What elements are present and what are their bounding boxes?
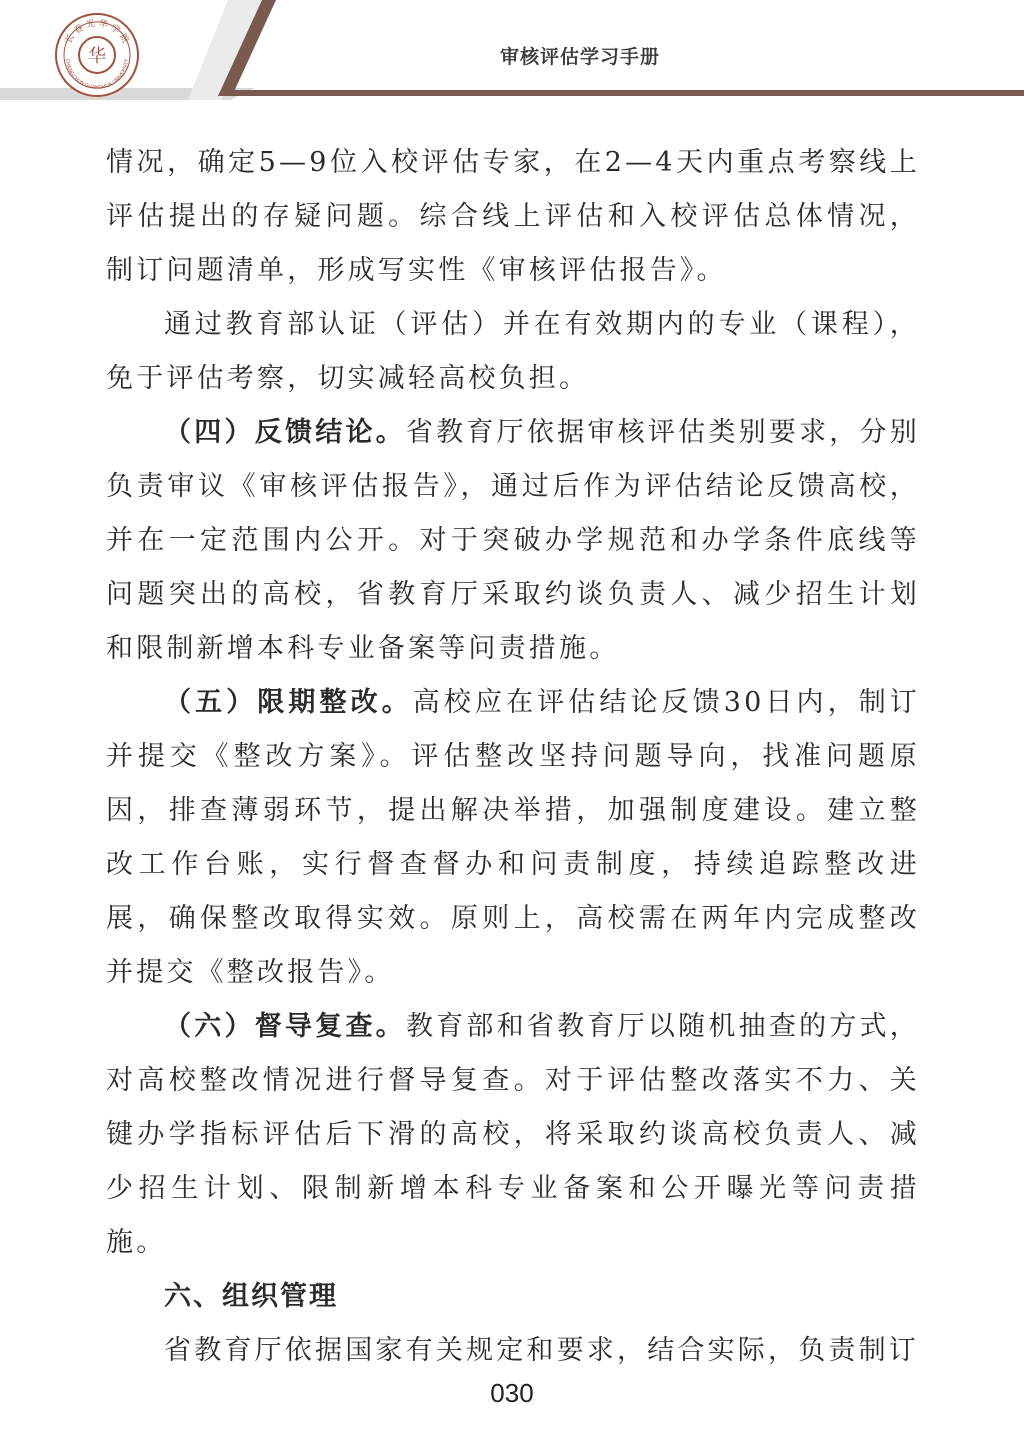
paragraph-rectification xyxy=(106,676,920,1000)
page-header xyxy=(0,0,1024,100)
text-rectification: 高校应在评估结论反馈30日内，制订并提交《整改方案》。评估整改坚持问题导向，找准问题原因，排查薄弱环节，提出解决举措，加强制度建设。建立整改工作台账，实行督查督办和问责制度，持续追踪整改进展，确保整改取得实效。原则上，高校需在两年内完成整改并提交《整改报告》。 xyxy=(106,687,920,988)
text-feedback: 省教育厅依据审核评估类别要求，分别负责审议《审核评估报告》，通过后作为评估结论反馈高校，并在一定范围内公开。对于突破办学规范和办学条件底线等问题突出的高校，省教育厅采取约谈负责人、减少招生计划和限制新增本科专业备案等问责措施。 xyxy=(106,417,920,664)
section-heading-organization: 六、组织管理 xyxy=(164,1281,338,1312)
paragraph-organization: 省教育厅依据国家有关规定和要求，结合实际，负责制订 xyxy=(164,1335,919,1366)
paragraph-feedback xyxy=(106,406,920,676)
heading-feedback: （四）反馈结论。 xyxy=(164,417,406,448)
svg-text:CHANGCHUN GUANGHUA UNIVERSITY: CHANGCHUN GUANGHUA UNIVERSITY xyxy=(63,58,131,92)
paragraph-supervision xyxy=(106,1000,920,1270)
paragraph-exemption: 通过教育部认证（评估）并在有效期内的专业（课程），免于评估考察，切实减轻高校负担。 xyxy=(106,309,920,394)
text-supervision: 教育部和省教育厅以随机抽查的方式，对高校整改情况进行督导复查。对于评估整改落实不力、关键办学指标评估后下滑的高校，将采取约谈高校负责人、减少招生计划、限制新增本科专业备案和公开曝光等问责措施。 xyxy=(106,1011,920,1258)
handbook-title: 审核评估学习手册 xyxy=(500,46,661,68)
paragraph-continued: 情况，确定5—9位入校评估专家，在2—4天内重点考察线上评估提出的存疑问题。综合线上评估和入校评估总体情况，制订问题清单，形成写实性《审核评估报告》。 xyxy=(106,147,920,286)
university-seal-logo xyxy=(54,12,140,98)
svg-text:长 春 光 华 学 院: 长 春 光 华 学 院 xyxy=(63,18,131,46)
heading-rectification: （五）限期整改。 xyxy=(164,687,413,718)
page-body xyxy=(106,136,920,1378)
heading-supervision: （六）督导复查。 xyxy=(164,1011,406,1042)
svg-text:华: 华 xyxy=(88,46,106,67)
page-number: 030 xyxy=(490,1378,534,1408)
